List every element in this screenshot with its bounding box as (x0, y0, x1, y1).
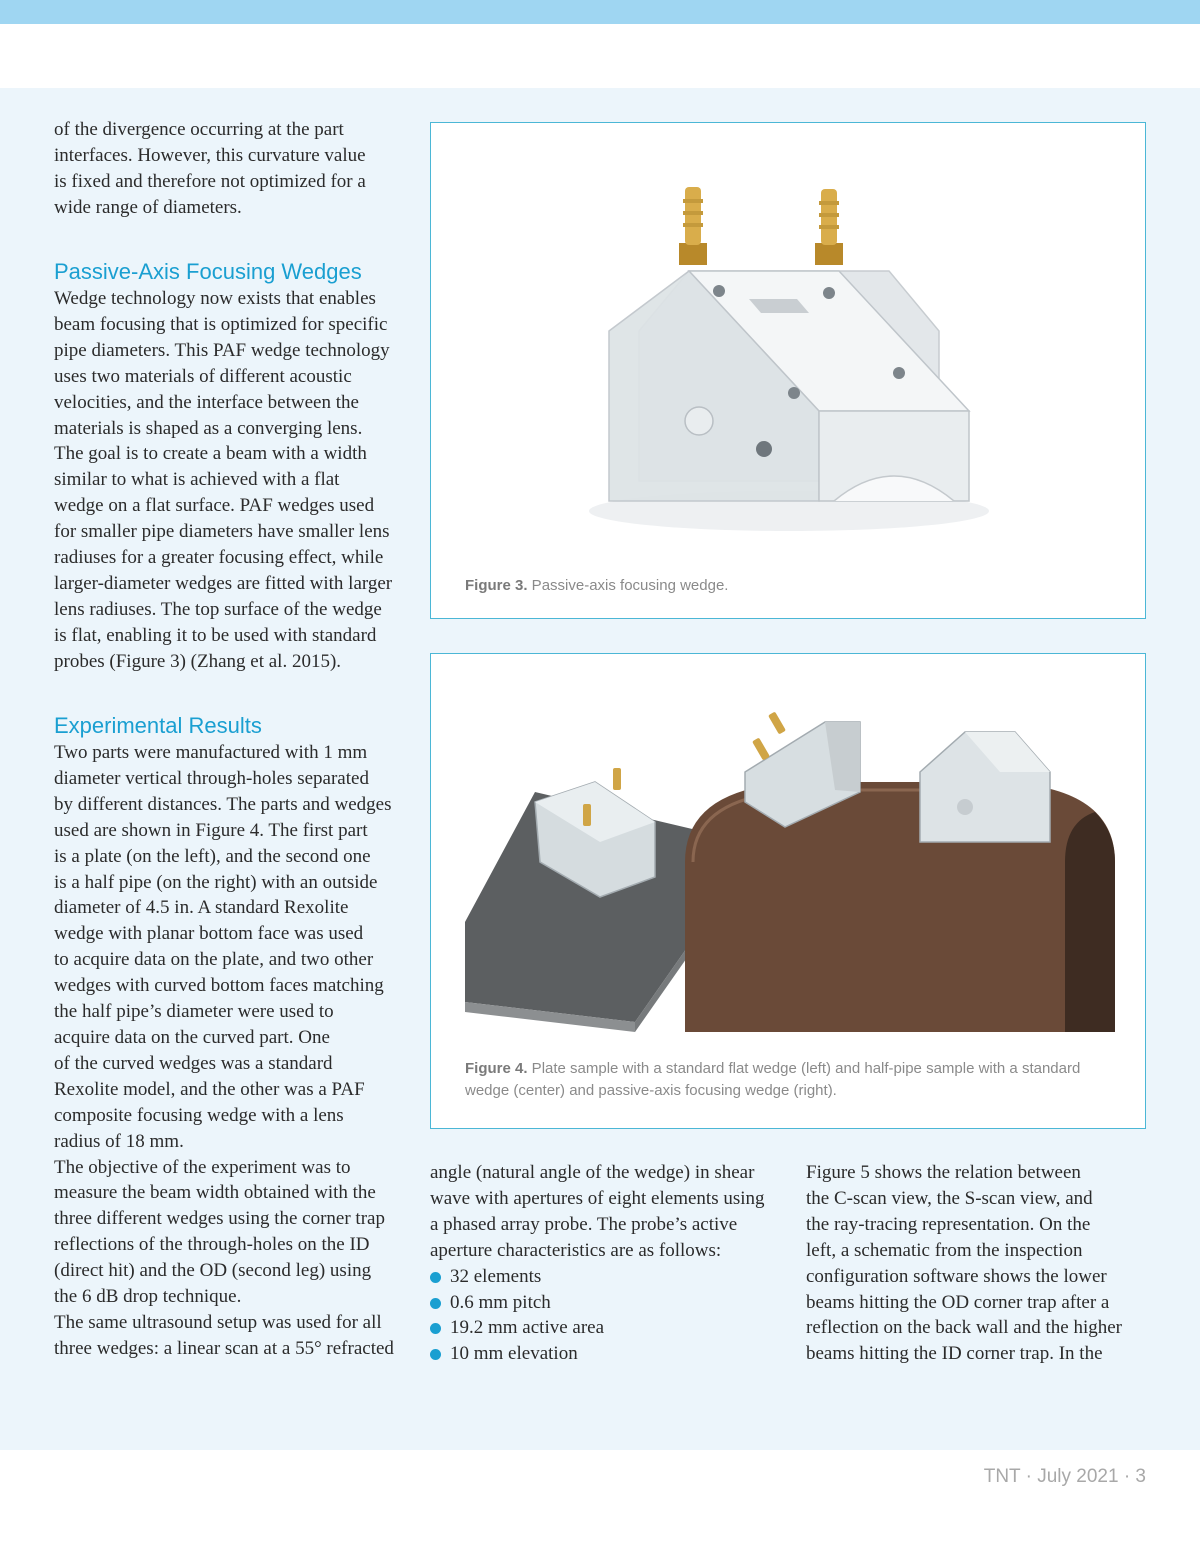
figure-3-caption-text: Passive-axis focusing wedge. (527, 577, 729, 594)
figure-4-caption-text: Plate sample with a standard flat wedge (left) and half-pipe sample with a standard wedge (center) and passive-axis focusing wedge (right). (465, 1060, 1081, 1099)
bullet-icon (430, 1349, 441, 1360)
list-item: 0.6 mm pitch (430, 1290, 780, 1316)
section-heading-experimental-results: Experimental Results (54, 713, 262, 738)
figure-4-label: Figure 4. (465, 1060, 528, 1077)
list-item: 10 mm elevation (430, 1341, 780, 1367)
column-2-paragraph: angle (natural angle of the wedge) in shear wave with apertures of eight elements using a phased array probe. The probe’s active aperture characteristics are as follows: (430, 1162, 765, 1261)
setup-paragraph: The same ultrasound setup was used for all three wedges: a linear scan at a 55° refracted (54, 1311, 394, 1359)
list-item: 32 elements (430, 1264, 780, 1290)
column-1-paf (54, 286, 404, 675)
figure-3-label: Figure 3. (465, 577, 528, 594)
probe-characteristics-list (430, 1264, 780, 1368)
list-item: 19.2 mm active area (430, 1315, 780, 1341)
figure-4-image (465, 712, 1115, 1032)
column-2 (430, 1160, 780, 1367)
column-1-intro (54, 117, 404, 221)
section-heading-paf-wedges: Passive-Axis Focusing Wedges (54, 259, 362, 284)
bullet-icon (430, 1323, 441, 1334)
bullet-icon (430, 1298, 441, 1309)
page-footer: TNT · July 2021 · 3 (983, 1466, 1146, 1487)
paf-paragraph: Wedge technology now exists that enables beam focusing that is optimized for specific pipe diameters. This PAF wedge technology uses two materials of different acoustic velocities, and the interface between the materials is shaped as a converging lens. The goal is to create a beam with a width similar to what is achieved with a flat wedge on a flat surface. PAF wedges used for smaller pipe diameters have smaller lens radiuses for a greater focusing effect, while larger-diameter wedges are fitted with larger lens radiuses. The top surface of the wedge is flat, enabling it to be used with standard probes (Figure 3) (Zhang et al. 2015). (54, 288, 393, 672)
intro-paragraph: of the divergence occurring at the part interfaces. However, this curvature value is fixed and therefore not optimized for a wide range of diameters. (54, 119, 366, 218)
figure-4-caption (465, 1058, 1111, 1101)
objective-paragraph: The objective of the experiment was to measure the beam width obtained with the three different wedges using the corner trap reflections of the through-holes on the ID (direct hit) and the OD (second leg) using the 6 dB drop technique. (54, 1156, 385, 1308)
figure-4-box (430, 653, 1146, 1129)
column-3 (806, 1160, 1156, 1367)
column-3-paragraph: Figure 5 shows the relation between the C-scan view, the S-scan view, and the ray-tracing representation. On the left, a schematic from the inspection configuration software shows the lower beams hitting the OD corner trap after a reflection on the back wall and the higher beams hitting the ID corner trap. In the (806, 1162, 1123, 1365)
figure-3-box (430, 122, 1146, 619)
bullet-icon (430, 1272, 441, 1283)
results-paragraph: Two parts were manufactured with 1 mm diameter vertical through-holes separated by different distances. The parts and wedges used are shown in Figure 4. The first part is a plate (on the left), and the second one is a half pipe (on the right) with an outside diameter of 4.5 in. A standard Rexolite wedge with planar bottom face was used to acquire data on the plate, and two other wedges with curved bottom faces matching the half pipe’s diameter were used to acquire data on the curved part. One of the curved wedges was a standard Rexolite model, and the other was a PAF composite focusing wedge with a lens radius of 18 mm. (54, 742, 392, 1152)
column-1-results (54, 740, 404, 1362)
figure-3-caption (465, 575, 1111, 597)
figure-3-image (579, 181, 999, 541)
top-color-bar (0, 0, 1200, 24)
